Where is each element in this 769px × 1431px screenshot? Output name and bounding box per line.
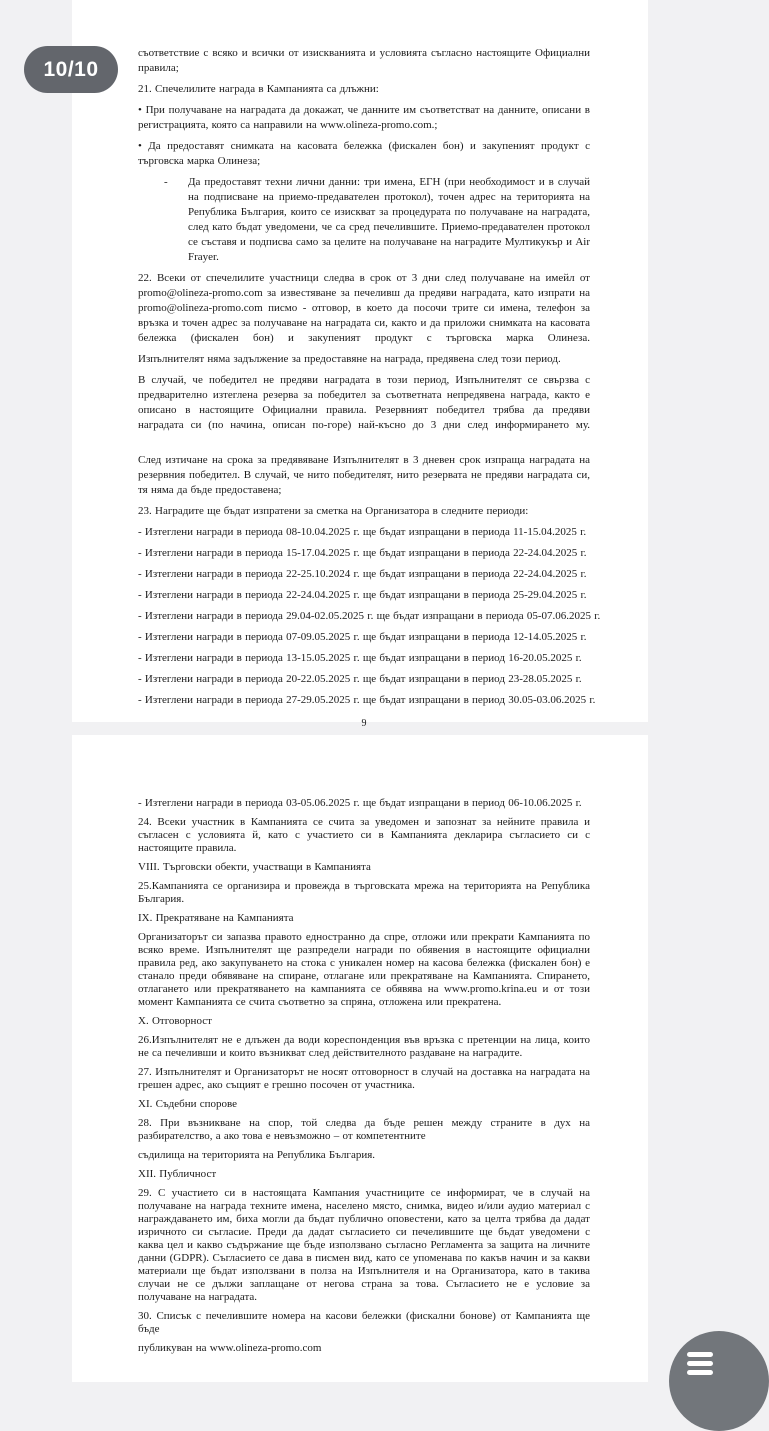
paragraph: 21. Спечелилите награда в Кампанията са длъжни: (138, 83, 379, 95)
paragraph: IX. Прекратяване на Кампанията (138, 912, 294, 924)
paragraph: X. Отговорност (138, 1015, 212, 1027)
page-indicator-badge: 10/10 (24, 46, 118, 93)
page-number: 9 (361, 718, 367, 729)
page-content (138, 797, 590, 1355)
list-item: - Да предоставят техни лични данни: три имена, ЕГН (при необходимост и в случай на подписване на приемо-предавателен протокол), точен адрес на територията на Република България, които се изискват за процедурата по получаване на наградата, след като бъдат уведомени, че са сред печелившите. Приемо-предавателен протокол се съставя и подписва само за целите на получаване на наградите Мултикукър и Air Frayer. (138, 175, 590, 265)
paragraph: - Изтеглени награди в периода 20-22.05.2025 г. ще бъдат изпращани в период 23-28.05.2025 г. (138, 673, 582, 685)
paragraph: 24. Всеки участник в Кампанията се счита за уведомен и запознат за нейните правила и съгласен с условията й, като с участието си в Кампанията декларира съгласието си с настоящите правила. (138, 816, 590, 854)
paragraph: • При получаване на наградата да докажат, че данните им съответстват на данните, описани в регистрацията, която са направили на www.olineza-promo.com.; (138, 104, 590, 131)
paragraph: 28. При възникване на спор, той следва да бъде решен между страните в дух на разбирателство, а ако това е невъзможно – от компетентните (138, 1117, 590, 1142)
paragraph: - Изтеглени награди в периода 29.04-02.05.2025 г. ще бъдат изпращани в периода 05-07.06.2025 г. (138, 610, 601, 622)
menu-button[interactable] (669, 1331, 769, 1431)
paragraph: 29. С участието си в настоящата Кампания участниците се информират, че в случай на получаване на награда техните имена, населено място, снимка, видео и/или аудио материал с награждаването им, биха могли да бъдат публично оповестени, като за целта трябва да дадат изричното си съгласие. Преди да дадат съгласието си печелившите ще бъдат уведомени с каква цел и какво съдържание ще бъде използвано съгласно Регламента за защита на личните данни (GDPR). Съгласието се дава в писмен вид, като се упоменава по какъв начин и за какви материали ще бъдат използвани в полза на Изпълнителя и на Организатора, като в такива случаи не се дължи заплащане от негова страна за това. Съгласието не е условие за получаване на наградата. (138, 1187, 590, 1303)
paragraph: 26.Изпълнителят не е длъжен да води кореспонденция във връзка с претенции на лица, които не са печеливши и които възникват след действителното раздаване на наградите. (138, 1034, 590, 1059)
paragraph: 27. Изпълнителят и Организаторът не носят отговорност в случай на доставка на наградата на грешен адрес, ако същият е грешно посочен от участника. (138, 1066, 590, 1091)
paragraph: - Изтеглени награди в периода 22-25.10.2024 г. ще бъдат изпращани в периода 22-24.04.2025 г. (138, 568, 587, 580)
paragraph: XII. Публичност (138, 1168, 217, 1180)
paragraph: - Изтеглени награди в периода 07-09.05.2025 г. ще бъдат изпращани в периода 12-14.05.2025 г. (138, 631, 587, 643)
page-content (138, 46, 601, 708)
paragraph: - Изтеглени награди в периода 15-17.04.2025 г. ще бъдат изпращани в периода 22-24.04.2025 г. (138, 547, 587, 559)
paragraph: - Изтеглени награди в периода 13-15.05.2025 г. ще бъдат изпращани в период 16-20.05.2025 г. (138, 652, 582, 664)
document-page-10 (72, 735, 648, 1382)
paragraph: 23. Наградите ще бъдат изпратени за сметка на Организатора в следните периоди: (138, 505, 529, 517)
paragraph: Организаторът си запазва правото едностранно да спре, отложи или прекрати Кампанията по всяко време. Изпълнителят ще разпредели награди по обявения в настоящите официални правила ред, ако закупуването на стока с уникален номер на касова бележка (фискален бон) е станало преди обявяване на спиране, отлагане или прекратяване на Кампанията. Спирането, отлагането или прекратяването на кампанията се обявява на www.promo.krina.eu и от този момент Кампанията се счита съответно за спряна, отложена или прекратена. (138, 931, 590, 1008)
paragraph: В случай, че победител не предяви наградата в този период, Изпълнителят се свързва с предварително изтеглена резерва за победител за съответната непредявена награда, както е описано в настоящите Официални правила. Резервният победител трябва да предяви наградата си (по начина, описан по-горе) най-късно до 3 дни след информирането му. (138, 374, 590, 431)
paragraph: - Изтеглени награди в периода 08-10.04.2025 г. ще бъдат изпращани в периода 11-15.04.2025 г. (138, 526, 587, 538)
paragraph: 30. Списък с печелившите номера на касови бележки (фискални бонове) от Кампанията ще бъде (138, 1310, 590, 1335)
paragraph: XI. Съдебни спорове (138, 1098, 238, 1110)
paragraph: VIII. Търговски обекти, участващи в Кампанията (138, 861, 371, 873)
paragraph: • Да предоставят снимката на касовата бележка (фискален бон) и закупеният продукт с търговска марка Олинеза; (138, 140, 590, 167)
paragraph: - Изтеглени награди в периода 03-05.06.2025 г. ще бъдат изпращани в период 06-10.06.2025 г. (138, 797, 582, 809)
paragraph: След изтичане на срока за предявяване Изпълнителят в 3 дневен срок изпраща наградата на резервния победител. В случай, че нито победителят, нито резервата не предяви наградата си, тя няма да бъде предоставена; (138, 454, 590, 496)
paragraph: - Изтеглени награди в периода 27-29.05.2025 г. ще бъдат изпращани в период 30.05-03.06.2025 г. (138, 694, 596, 706)
paragraph: публикуван на www.olineza-promo.com (138, 1342, 322, 1354)
hamburger-icon (687, 1348, 713, 1379)
paragraph: - Изтеглени награди в периода 22-24.04.2025 г. ще бъдат изпращани в периода 25-29.04.2025 г. (138, 589, 587, 601)
paragraph: 22. Всеки от спечелилите участници следва в срок от 3 дни след получаване на имейл от promo@olineza-promo.com за известяване за печеливш да предяви наградата, като изпрати на promo@olineza-promo.com писмо - отговор, в което да посочи трите си имена, телефон за връзка и точен адрес за получаване на наградата си, както и да приложи снимката на касовата бележка (фискален бон) и закупеният продукт с търговска марка Олинеза. (138, 272, 590, 344)
paragraph: съответствие с всяко и всички от изискванията и условията съгласно настоящите Официални правила; (138, 47, 590, 74)
paragraph: 25.Кампанията се организира и провежда в търговската мрежа на територията на Република България. (138, 880, 590, 905)
document-page-9 (72, 0, 648, 729)
paragraph: съдилища на територията на Република България. (138, 1149, 376, 1161)
paragraph: Изпълнителят няма задължение за предоставяне на награда, предявена след този период. (138, 353, 561, 365)
